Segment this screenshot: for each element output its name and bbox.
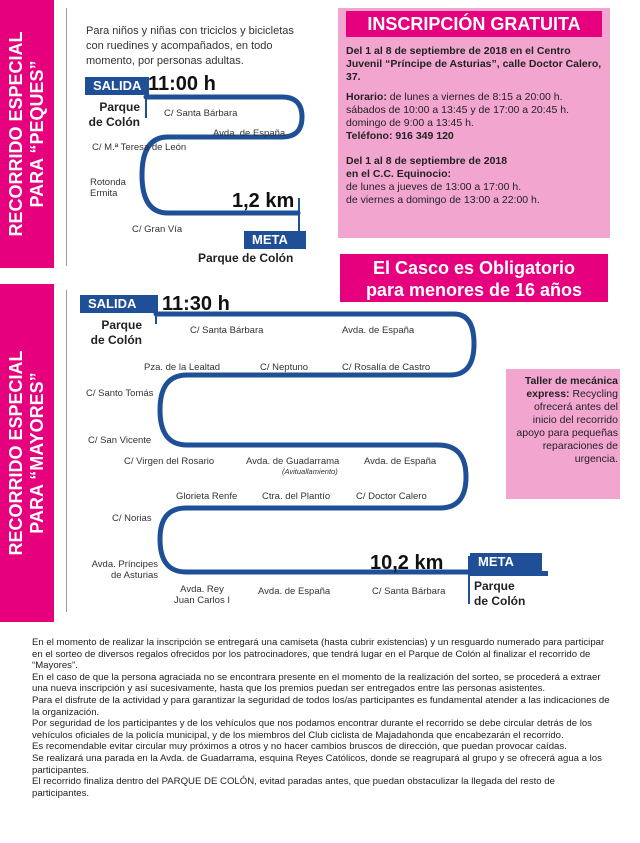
mayores-route-path [156,314,474,572]
mayores-street-13: C/ Doctor Calero [356,491,427,502]
inscripcion-block2-title: Del 1 al 8 de septiembre de 2018 en el C.C. Equinocio: [346,155,508,180]
taller-body: Recycling ofrecerá antes del inicio del recorrido apoyo para pequeñas reparaciones de urgencia. [516,388,618,465]
horario-line-3: domingo de 9:00 a 13:45 h. [346,117,474,129]
peques-start-time: 11:00 h [148,73,216,95]
taller-text [510,375,618,466]
peques-street-5: C/ Gran Vía [132,224,183,235]
inscripcion-title: INSCRIPCIÓN GRATUITA [346,11,602,37]
taller-title: Taller de mecánica express: [524,375,618,400]
peques-distance: 1,2 km [232,190,295,212]
note-3: Para el disfrute de la actividad y para garantizar la seguridad de todos los/as participantes es fundamental atender a las indicaciones de la organización. [32,694,610,718]
horario-line-2: sábados de 10:00 a 13:45 y de 17:00 a 20:45 h. [346,104,570,116]
mayores-avituallamiento: (Avituallamiento) [282,467,338,476]
peques-salida-tag: SALIDA [85,77,149,95]
horario-line-1: de lunes a viernes de 8:15 a 20:00 h. [386,91,563,103]
mayores-street-6: C/ Santo Tomás [86,388,154,399]
peques-sidebar-title: RECORRIDO ESPECIAL PARA “PEQUES” [6,31,47,237]
peques-street-4: Rotonda Ermita [90,177,126,199]
inscripcion-block1-title: Del 1 al 8 de septiembre de 2018 en el Centro Juvenil “Príncipe de Asturias”, calle Doctor Calero, 37. [346,45,602,83]
notes [32,637,612,799]
casco-banner: El Casco es Obligatorio para menores de 16 años [340,254,608,302]
mayores-street-8: C/ Virgen del Rosario [124,456,215,467]
mayores-street-2: Avda. de España [342,325,415,336]
peques-intro: Para niños y niñas con triciclos y bicicletas con ruedines y acompañados, en todo momento, por personas adultas. [86,25,294,67]
mayores-start-place: Parque de Colón [90,318,142,347]
horario-label: Horario: [346,91,387,103]
mayores-start-time: 11:30 h [162,293,230,315]
mayores-street-1: C/ Santa Bárbara [190,325,264,336]
mayores-street-15: Avda. Príncipes de Asturias [91,559,158,581]
note-1: En el momento de realizar la inscripción se entregará una camiseta (hasta cubrir existencias) y un resguardo numerado para participar en el sorteo de diversos regalos ofrecidos por los patrocinadores, que tendrá lugar en el Parque de Colón al finalizar el recorrido de “Mayores”. [32,637,605,672]
peques-end-place: Parque de Colón [198,251,294,265]
peques-meta-tag: META [244,231,306,249]
note-4: Por seguridad de los participantes y de los vehículos que nos podamos encontrar durante el recorrido se debe circular detrás de los vehículos oficiales de la policía municipal, y de los miembros del Club ciclista de Majadahonda que encabezarán el recorrido. [32,718,592,741]
mayores-street-17: Avda. de España [258,586,331,597]
mayores-street-3: Pza. de la Lealtad [144,362,221,373]
peques-street-3: C/ M.ª Teresa de León [92,142,187,153]
mayores-street-16: Avda. Rey Juan Carlos I [174,584,230,606]
mayores-meta-tag: META [470,553,542,571]
mayores-salida-tag: SALIDA [80,295,158,313]
mayores-street-12: Ctra. del Plantío [262,491,331,502]
mayores-sidebar-title: RECORRIDO ESPECIAL PARA “MAYORES” [6,350,47,556]
mayores-street-5: C/ Rosalía de Castro [342,362,431,373]
mayores-street-10: Avda. de España [364,456,437,467]
mayores-street-9: Avda. de Guadarrama [246,456,340,467]
note-5: Es recomendable evitar circular muy próximos a otros y no hacer cambios bruscos de dirección, que puedan provocar caídas. [32,741,567,753]
inscripcion-telefono: Teléfono: 916 349 120 [346,130,454,142]
peques-street-2: Avda. de España [213,128,286,139]
peques-start-place: Parque de Colón [88,100,140,129]
note-2: En el caso de que la persona agraciada no se encontrara presente en el momento de la realización del sorteo, se procederá a extraer una nueva inscripción y así sucesivamente, hasta que los premios puedan ser entregados entre las personas asistentes. [32,671,601,695]
mayores-street-7: C/ San Vicente [88,435,152,446]
mayores-street-11: Glorieta Renfe [176,491,238,502]
mayores-distance: 10,2 km [370,552,444,574]
mayores-meta-bar [470,571,548,576]
mayores-street-18: C/ Santa Bárbara [372,586,446,597]
block2-line-1: de lunes a jueves de 13:00 a 17:00 h. [346,181,522,193]
mayores-street-4: C/ Neptuno [260,362,309,373]
peques-street-1: C/ Santa Bárbara [164,108,238,119]
mayores-end-place: Parque de Colón [474,579,526,608]
block2-line-2: de viernes a domingo de 13:00 a 22:00 h. [346,194,540,206]
mayores-street-14: C/ Norias [112,513,152,524]
note-6: Se realizará una parada en la Avda. de Guadarrama, esquina Reyes Católicos, donde se reagrupará al grupo y se ofrecerá agua a los participantes. [32,752,602,776]
note-7: El recorrido finaliza dentro del PARQUE DE COLÓN, evitad paradas antes, que puedan obstaculizar la llegada del resto de participantes. [32,776,555,799]
